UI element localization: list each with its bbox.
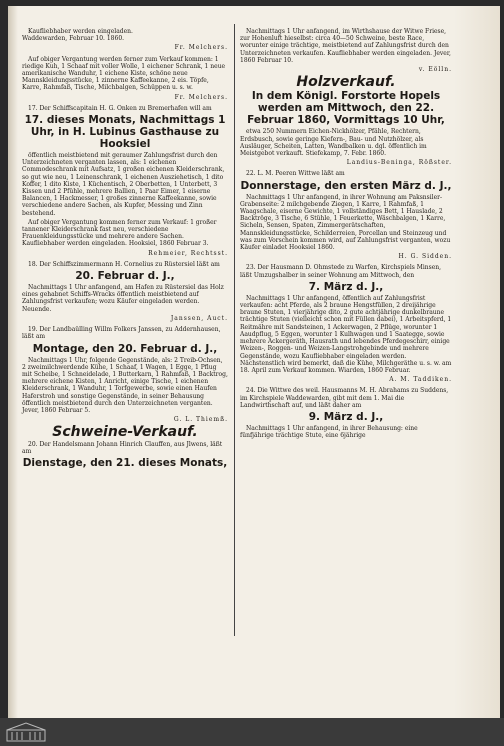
left-section-heading: Schweine-Verkauf. [52, 424, 198, 441]
left-paragraph: 17. Der Schiffscapitain H. G. Onken zu Bremerhafen will am [28, 104, 212, 112]
right-paragraph: 23. Der Hausmann D. Ohmstede zu Warfen, Kirchspiels Minsen, läßt Umzugshalber in seiner Wohnung am Mittwoch, den [240, 264, 442, 279]
right-notice-heading: 7. März d. J., [308, 280, 384, 293]
left-notice-heading: Montage, den 20. Februar d. J., [32, 342, 218, 355]
left-column [22, 28, 228, 471]
newspaper-page [8, 6, 500, 718]
right-paragraph: Nachmittags 1 Uhr anfangend, in ihrer Behausung: eine fünfjährige trächtige Stute, eine 6jährige [240, 424, 418, 440]
left-signature: Fr. Melchers. [174, 44, 228, 52]
right-signature: H. G. Sidden. [398, 253, 452, 261]
page-edge [454, 6, 500, 718]
left-paragraph: Nachmittags 1 Uhr, folgende Gegenstände, als: 2 Treib-Ochsen, 2 zweimilchwerdende Kühe, 1 Schaaf, 1 Wagen, 1 Egge, 1 Pflug mit Scheibe, 1 Schneidelade, 1 Butterkarn, 1 Rahmfaß, 1 Backtrog, mehrere eichene Kisten, 1 Anricht, einige Tische, 1 eichenen Kleiderschrank, 1 Wanduhr, 1 Torfgewerbe, sowie einen Haufen Haferstroh und sonstige Gegenstände, in seiner Behausung öffentlich meistbietend durch den Unterzeichneten verganten. Jever, 1860 Februar 5. [22, 356, 228, 414]
left-notice-heading: 17. dieses Monats, Nachmittags 1 Uhr, in H. Lubinus Gasthause zu Hooksiel [24, 114, 226, 151]
column-divider [234, 24, 235, 636]
left-signature: Fr. Melchers. [174, 93, 228, 101]
right-paragraph: 22. L. M. Peeren Wittwe läßt am [246, 170, 345, 178]
left-paragraph: 18. Der Schiffszimmermann H. Cornelius zu Rüstersiel läßt am [28, 260, 220, 268]
left-paragraph: Auf obiger Vergantung werden ferner zum Verkauf kommen: 1 riedige Kuh, 1 Schaaf mit voller Wolle, 1 eichener Schrank, 1 neue amerikanische Wanduhr, 1 eichene Kiste, schöne neue Mannskleidungsstücke, 1 zinnerne Kaffeekanne, 2 eis. Töpfe, Karre, Rahmfaß, Tische, Milchbalgen, Schüppen u. s. w. [22, 55, 226, 92]
library-logo-icon [6, 722, 46, 742]
left-signature: Rehmeier, Rechtsst. [148, 249, 228, 257]
right-column [240, 28, 452, 441]
left-notice-heading: 20. Februar d. J., [75, 270, 175, 283]
right-paragraph: 24. Die Wittwe des weil. Hausmanns M. H. Abrahams zu Suddens, im Kirchspiele Waddewarden, gibt mit dem 1. Mai die Landwirthschaft auf, und läßt daher am [240, 387, 449, 409]
right-notice-heading: 9. März d. J., [308, 410, 384, 423]
right-paragraph: etwa 250 Nummern Eichen-Nickhölzer, Pfähle, Rechtern, Erdsbusch, sowie geringe Kiefern-, Bau- und Nutzhölzer, als Ausläuger, Scheiten, Latten, Wandbalken u. dgl. öffentlich im Meistgebot verkauft. Stiefekamp, 7. Febr. 1860. [240, 128, 427, 158]
right-paragraph: Nachmittags 1 Uhr anfangend, in ihrer Wohnung am Paksnsiler-Grabenseite: 2 milchgebende Ziegen, 1 Karre, 1 Rahmfaß, 1 Waagschale, eiserne Gewichte, 1 vollständiges Bett, 1 Hauslade, 2 Backtröge, 3 Tische, 6 Stühle, 1 Feuerkette, Wäschbalgen, 1 Karre, Sicheln, Sensen, Spaten, Zimmergerätschaften, Mannskleidungsstücke, Schilderreien, Porcellan und Steinzeug und was zum Vorschein kommen wird, auf Zahlungsfrist verganten, wozu Käufer einladet Hooksiel 1860. [240, 193, 451, 252]
left-notice-heading: Dienstage, den 21. dieses Monats, [22, 456, 228, 469]
right-signature: Landius-Beninga, Rößster. [346, 159, 452, 167]
left-paragraph: 20. Der Handelsmann Johann Hinrich Clauffen, aus Jlwens, läßt am [22, 440, 223, 455]
right-signature: v. Eölln. [418, 66, 452, 74]
left-paragraph: Kaufliebhaber werden eingeladen. Waddewarden, Februar 10. 1860. [22, 28, 133, 43]
right-notice-heading: Donnerstage, den ersten März d. J., [240, 179, 452, 192]
right-notice-heading: In dem Königl. Forstorte Hopels werden am Mittwoch, den 22. Februar 1860, Vormittags 10 Uhr, [247, 90, 445, 127]
viewer-footer [0, 718, 504, 746]
right-paragraph: Nachmittags 1 Uhr anfangend, öffentlich auf Zahlungsfrist verkaufen: acht Pferde, als 2 braune Hengstfüllen, 2 dreijährige braune Stuten, 1 vierjährige dito, 2 gute achtjährige dunkelbraune trächtige Stuten (vielleicht schon mit Füllen dabei), 1 Arbeitspferd, 1 Reitmähre mit Sandsteinen, 1 Ackerwagen, 2 Pflüge, worunter 1 Aaudpflug, 5 Eggen, worunter 1 Kulhwagen und 1 Saategge, sowie mehrere Ackergeräth, Hausrath und lebendes Pferdegeschirr, einige Weizen-, Roggen- und Weizen-Langstrohgebinde und mehrere Gegenstände, wozu Kaufliebhaber eingeladen werden. Nächstenstlich wird bemerkt, daß die Kühe, Milchgeräthe u. s. w. am 18. April zum Verkauf kommen. Wiarden, 1860 Februar. [240, 294, 452, 374]
left-paragraph: Auf obiger Vergantung kommen ferner zum Verkauf: 1 großer tannener Kleiderschrank fast neu, verschiedene Frauenkleidungsstücke und mehrere andere Sachen. Kaufliebhaber werden eingeladen. Hooksiel, 1860 Februar 3. [22, 218, 217, 248]
left-signature: G. L. Thiemß. [173, 416, 228, 424]
left-paragraph: öffentlich meistbietend mit geraumer Zahlungsfrist durch den Unterzeichneten verganten lassen, als: 1 eichenen Commodeschrank mit Aufsatz, 1 großen eichenen Kleiderschrank, so gut wie neu, 1 Leinenschrank, 1 eichenen Ausziehetisch, 1 dito Koffer, 1 dito Kiste, 1 Küchentisch, 2 Oberbetten, 1 Unterbett, 3 Kissen und 2 Pfühle, mehrere Ballien, 1 Paar Eimer, 1 eiserne Balancen, 1 Hackmesser, 1 großes zinnerne Kaffeekanne, sowie verschiedene andere Sachen, als Kupfer, Messing und Zinn bestehend. [22, 152, 225, 217]
right-section-heading: Holzverkauf. [296, 74, 396, 91]
left-paragraph: Nachmittags 1 Uhr anfangend, am Hafen zu Rüstersiel das Holz eines gehabnet Schiffs-Wracks öffentlich meistbietend auf Zahlungsfrist verkaufen; wozu Käufer eingeladen werden. Neuende. [22, 284, 224, 313]
right-paragraph: Nachmittags 1 Uhr anfangend, im Wirthshause der Witwe Friese, zur Hohenluft hieselbst: circa 40—50 Schweine, beste Race, worunter einige trächtige, meistbietend auf Zahlungsfrist durch den Unterzeichneten verkaufen. Kaufliebhaber werden eingeladen. Jever, 1860 Februar 10. [240, 28, 451, 64]
left-signature: Janssen, Auct. [170, 314, 228, 322]
left-paragraph: 19. Der Landbaülling Willm Folkers Janssen, zu Addernhausen, läßt am [22, 326, 221, 341]
right-signature: A. M. Taddiken. [389, 376, 452, 384]
binding-edge [8, 6, 18, 718]
